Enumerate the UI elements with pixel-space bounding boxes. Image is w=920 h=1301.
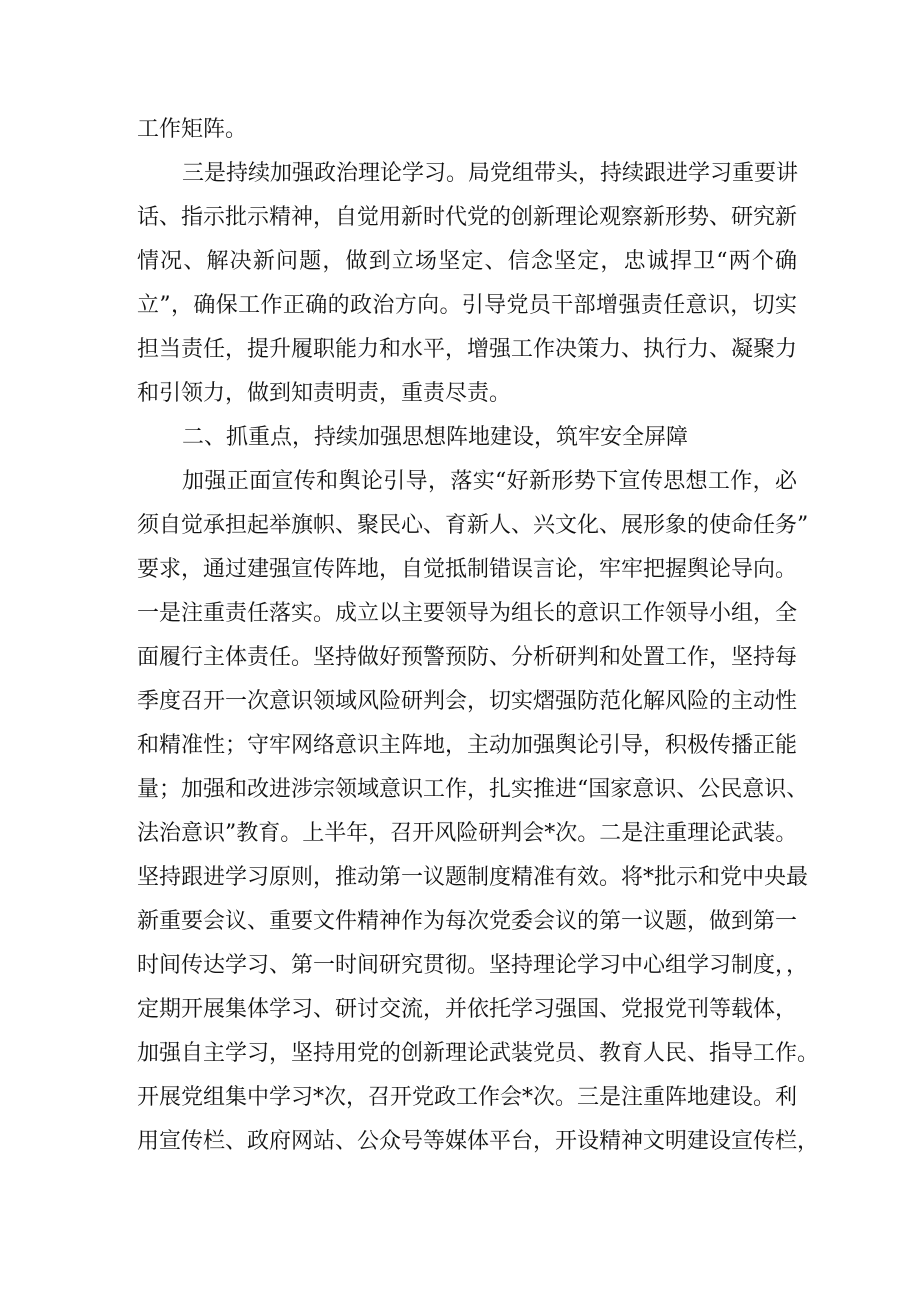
text-line: 量；加强和改进涉宗领域意识工作，扎实推进“国家意识、公民意识、 — [137, 777, 809, 802]
text-line: 季度召开一次意识领域风险研判会，切实熠强防范化解风险的主动性 — [137, 689, 798, 714]
text-line: 加强自主学习，坚持用党的创新理论武装党员、教育人民、指导工作。 — [137, 1041, 820, 1066]
paragraph-start-line: 加强正面宣传和舆论引导，落实“好新形势下宣传思想工作，必 — [182, 469, 797, 494]
text-line: 担当责任，提升履职能力和水平，增强工作决策力、执行力、凝聚力 — [137, 337, 798, 362]
text-line: 用宣传栏、政府网站、公众号等媒体平台，开设精神文明建设宣传栏， — [137, 1129, 820, 1154]
text-line: 话、指示批示精神，自觉用新时代党的创新理论观察新形势、研究新 — [137, 205, 798, 230]
text-line: 工作矩阵。 — [137, 117, 248, 142]
text-line: 定期开展集体学习、研讨交流，并依托学习强国、党报党刊等载体， — [137, 997, 798, 1022]
text-line: 立”，确保工作正确的政治方向。引导党员干部增强责任意识，切实 — [137, 293, 797, 318]
text-line: 须自觉承担起举旗帜、聚民心、育新人、兴文化、展形象的使命任务” — [137, 513, 809, 538]
text-line: 和引领力，做到知责明责，重责尽责。 — [137, 381, 512, 406]
text-line: 时间传达学习、第一时间研究贯彻。坚持理论学习中心组学习制度，， — [137, 953, 809, 978]
paragraph-start-line: 三是持续加强政治理论学习。局党组带头，持续跟进学习重要讲 — [182, 161, 799, 186]
text-line: 情况、解决新问题，做到立场坚定、信念坚定，忠诚捍卫“两个确 — [137, 249, 797, 274]
text-line: 开展党组集中学习*次，召开党政工作会*次。三是注重阵地建设。利 — [137, 1085, 798, 1110]
text-line: 新重要会议、重要文件精神作为每次党委会议的第一议题，做到第一 — [137, 909, 798, 934]
text-line: 面履行主体责任。坚持做好预警预防、分析研判和处置工作，坚持每 — [137, 645, 798, 670]
text-line: 和精准性；守牢网络意识主阵地，主动加强舆论引导，积极传播正能 — [137, 733, 798, 758]
text-line: 坚持跟进学习原则，推动第一议题制度精准有效。将*批示和党中央最 — [137, 865, 809, 890]
text-line: 要求，通过建强宣传阵地，自觉抵制错误言论，牢牢把握舆论导向。 — [137, 557, 798, 582]
section-heading: 二、抓重点，持续加强思想阵地建设，筑牢安全屏障 — [182, 425, 689, 450]
text-line: 一是注重责任落实。成立以主要领导为组长的意识工作领导小组，全 — [137, 601, 798, 626]
text-line: 法治意识”教育。上半年，召开风险研判会*次。二是注重理论武装。 — [137, 821, 798, 846]
